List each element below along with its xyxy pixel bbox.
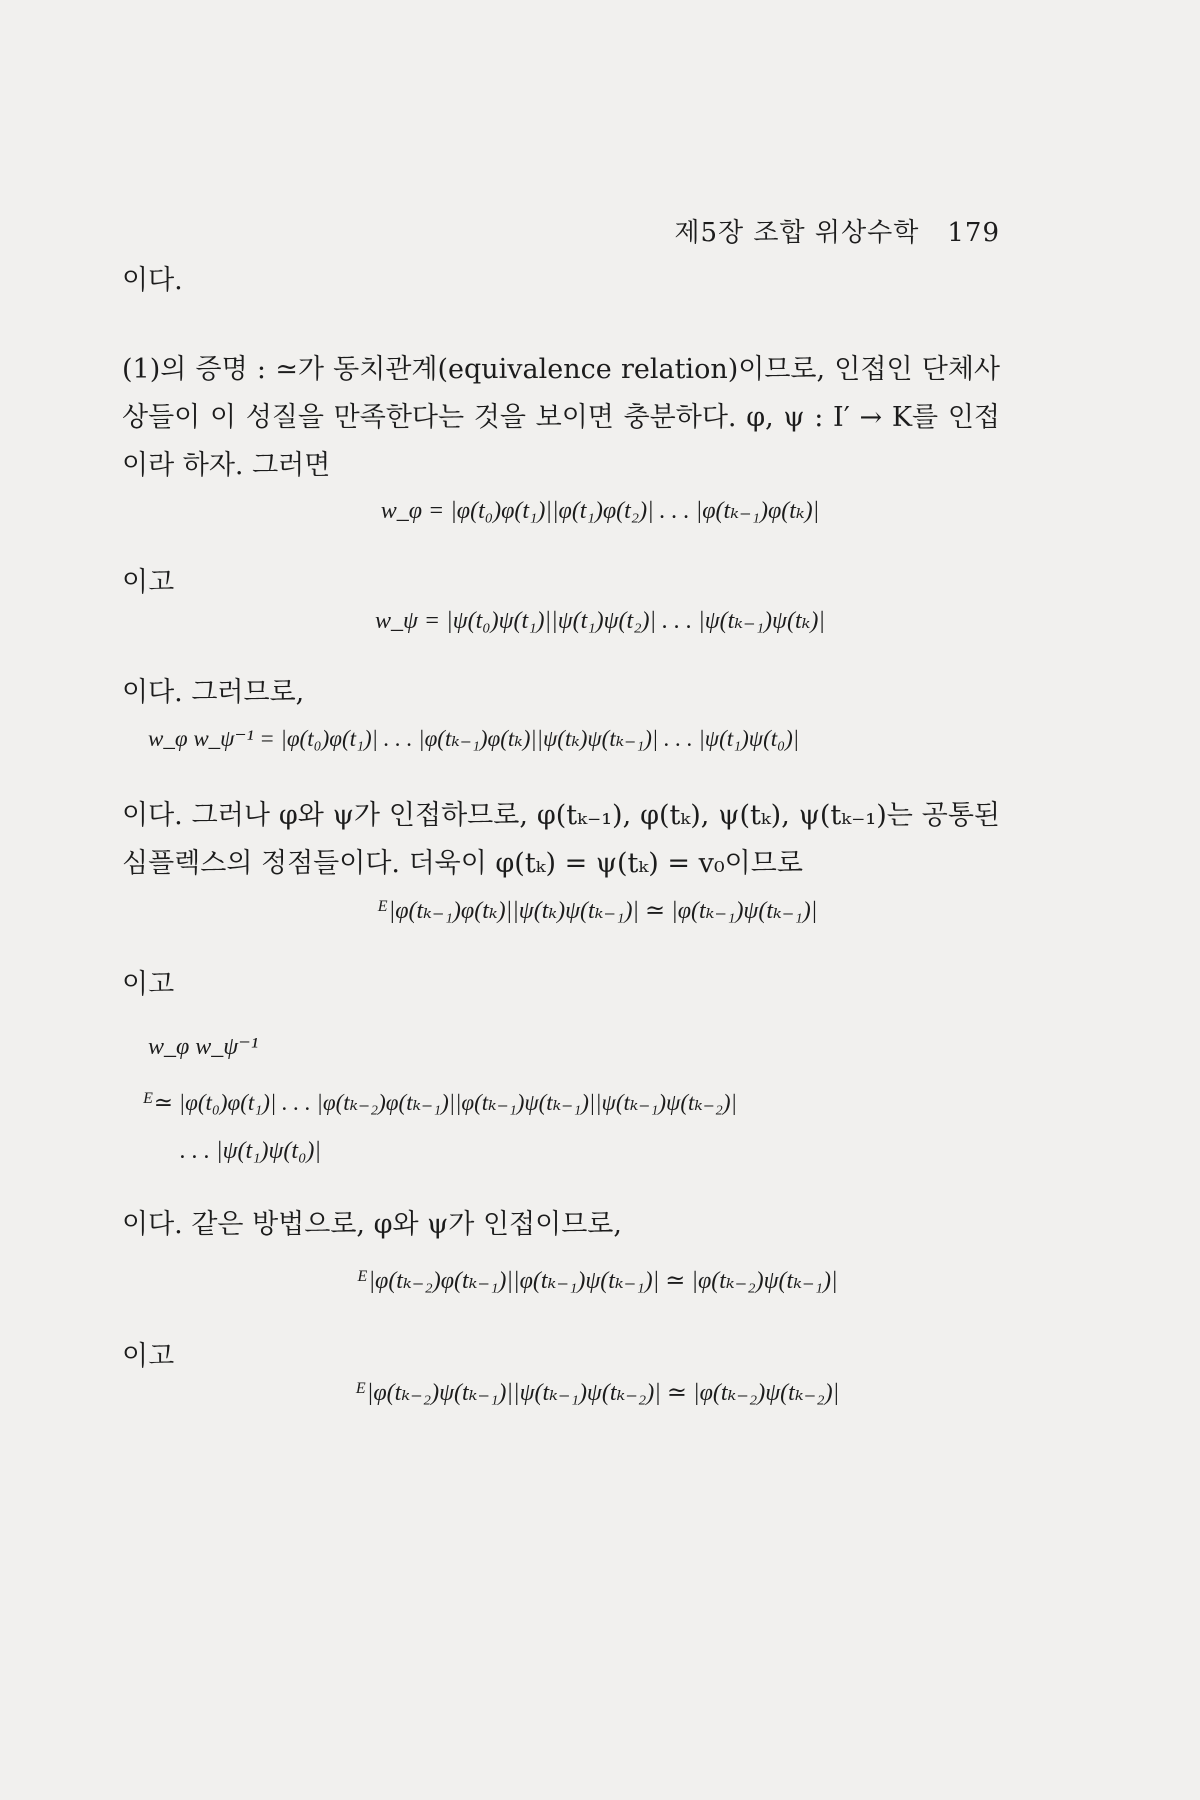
text-line: 이다. 같은 방법으로, φ와 ψ가 인접이므로, [122, 1209, 622, 1240]
text-line: 이다. [122, 265, 183, 296]
equation-equivalence-2 [0, 1266, 1200, 1295]
equation-rhs [143, 1090, 737, 1116]
text-line: 이다. 그러므로, [122, 677, 305, 708]
equation-equivalence-1 [0, 896, 1200, 925]
relation-label: E [377, 898, 388, 915]
page-number: 179 [947, 218, 1000, 248]
equation-product: w_φ w_ψ⁻¹ = |φ(t₀)φ(t₁)| . . . |φ(tₖ₋₁)φ(tₖ)||ψ(tₖ)ψ(tₖ₋₁)| . . . |ψ(t₁)ψ(t₀)| [148, 726, 800, 751]
equation-text: |φ(tₖ₋₁)φ(tₖ)||ψ(tₖ)ψ(tₖ₋₁)| ≃ |φ(tₖ₋₁)ψ(tₖ₋₁)| [388, 898, 818, 924]
equation-text: ≃ |φ(t₀)φ(t₁)| . . . |φ(tₖ₋₂)φ(tₖ₋₁)||φ(tₖ₋₁)ψ(tₖ₋₁)||ψ(tₖ₋₁)ψ(tₖ₋₂)| [153, 1090, 737, 1115]
proof-paragraph: (1)의 증명 : ≃가 동치관계(equivalence relation)이므로, 인접인 단체사상들이 이 성질을 만족한다는 것을 보이면 충분하다. φ, ψ : I′ → K를 인접이라 하자. 그러면 [122, 354, 1000, 481]
text-line: 이고 [122, 969, 175, 1000]
equation-text: |φ(tₖ₋₂)φ(tₖ₋₁)||φ(tₖ₋₁)ψ(tₖ₋₁)| ≃ |φ(tₖ₋₂)ψ(tₖ₋₁)| [368, 1268, 838, 1294]
equation-lhs: w_φ w_ψ⁻¹ [148, 1034, 259, 1060]
relation-label: E [143, 1090, 153, 1107]
equation-text: |φ(tₖ₋₂)ψ(tₖ₋₁)||ψ(tₖ₋₁)ψ(tₖ₋₂)| ≃ |φ(tₖ₋₂)ψ(tₖ₋₂)| [366, 1380, 840, 1406]
relation-label: E [357, 1268, 368, 1285]
relation-label: E [355, 1380, 366, 1397]
equation-continuation: . . . |ψ(t₁)ψ(t₀)| [180, 1138, 321, 1164]
text-line: 이고 [122, 567, 175, 598]
equation-equivalence-3 [0, 1378, 1200, 1407]
equation-w-psi: w_ψ = |ψ(t₀)ψ(t₁)||ψ(t₁)ψ(t₂)| . . . |ψ(tₖ₋₁)ψ(tₖ)| [375, 608, 825, 634]
text-line: 이고 [122, 1341, 175, 1372]
adjacency-paragraph: 이다. 그러나 φ와 ψ가 인접하므로, φ(tₖ₋₁), φ(tₖ), ψ(tₖ), ψ(tₖ₋₁)는 공통된 심플렉스의 정점들이다. 더욱이 φ(tₖ) = ψ(tₖ) = v₀이므로 [122, 800, 1000, 879]
chapter-title: 제5장 조합 위상수학 [674, 218, 920, 248]
running-header [674, 212, 1000, 249]
equation-w-phi: w_φ = |φ(t₀)φ(t₁)||φ(t₁)φ(t₂)| . . . |φ(tₖ₋₁)φ(tₖ)| [380, 498, 820, 524]
